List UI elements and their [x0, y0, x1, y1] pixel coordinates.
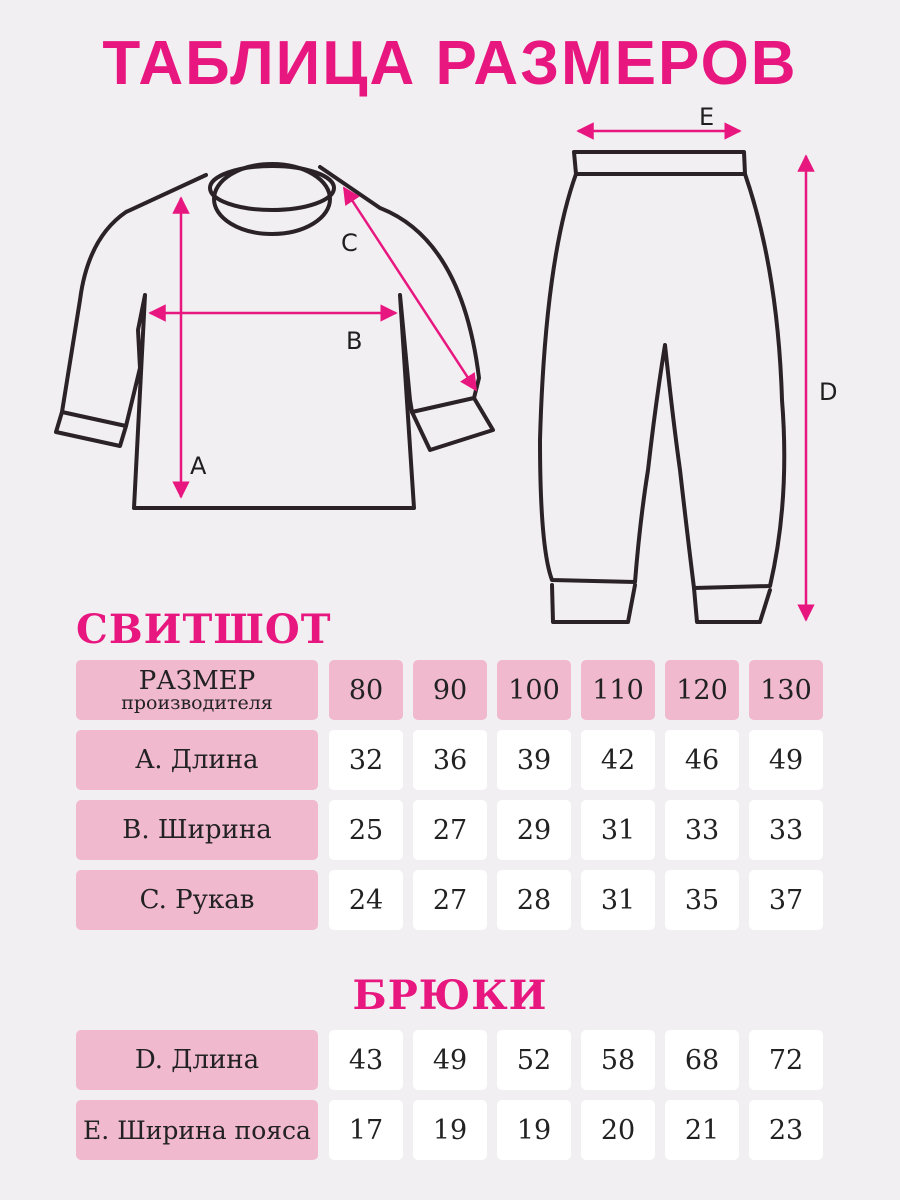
table-cell: 68 — [665, 1030, 739, 1090]
table-cell: 19 — [497, 1100, 571, 1160]
row-label-pants-length: D. Длина — [76, 1030, 318, 1090]
table-cell: 37 — [749, 870, 823, 930]
row-label-width: B. Ширина — [76, 800, 318, 860]
table-cell: 20 — [581, 1100, 655, 1160]
table-cell: 43 — [329, 1030, 403, 1090]
row-label-sleeve: C. Рукав — [76, 870, 318, 930]
table-cell: 27 — [413, 800, 487, 860]
table-cell: 49 — [749, 730, 823, 790]
table-cell: 32 — [329, 730, 403, 790]
sweatshirt-heading: СВИТШОТ — [76, 606, 332, 653]
size-header-cell — [76, 660, 318, 720]
label-e: E — [699, 103, 715, 131]
table-cell: 24 — [329, 870, 403, 930]
label-c: C — [341, 229, 358, 257]
table-cell: 42 — [581, 730, 655, 790]
table-cell: 27 — [413, 870, 487, 930]
size-header-line2: производителя — [121, 691, 273, 714]
table-cell: 33 — [749, 800, 823, 860]
size-100: 100 — [497, 660, 571, 720]
table-cell: 49 — [413, 1030, 487, 1090]
row-label-waist-width: E. Ширина пояса — [76, 1100, 318, 1160]
pants-heading: БРЮКИ — [352, 972, 548, 1019]
table-cell: 28 — [497, 870, 571, 930]
table-cell: 46 — [665, 730, 739, 790]
size-90: 90 — [413, 660, 487, 720]
table-cell: 17 — [329, 1100, 403, 1160]
table-cell: 25 — [329, 800, 403, 860]
table-cell: 31 — [581, 870, 655, 930]
pants-drawing — [540, 152, 784, 622]
label-a: A — [190, 452, 207, 480]
sweatshirt-drawing — [56, 164, 493, 508]
size-120: 120 — [665, 660, 739, 720]
table-cell: 21 — [665, 1100, 739, 1160]
size-110: 110 — [581, 660, 655, 720]
table-cell: 39 — [497, 730, 571, 790]
size-header-line1: РАЗМЕР — [138, 665, 256, 696]
label-d: D — [819, 378, 838, 406]
table-cell: 52 — [497, 1030, 571, 1090]
label-b: B — [346, 327, 363, 355]
table-cell: 23 — [749, 1100, 823, 1160]
size-80: 80 — [329, 660, 403, 720]
row-label-length: A. Длина — [76, 730, 318, 790]
table-cell: 29 — [497, 800, 571, 860]
table-cell: 58 — [581, 1030, 655, 1090]
table-cell: 36 — [413, 730, 487, 790]
page-title: ТАБЛИЦА РАЗМЕРОВ — [102, 29, 798, 98]
table-cell: 35 — [665, 870, 739, 930]
table-cell: 19 — [413, 1100, 487, 1160]
table-cell: 72 — [749, 1030, 823, 1090]
table-cell: 33 — [665, 800, 739, 860]
table-cell: 31 — [581, 800, 655, 860]
size-130: 130 — [749, 660, 823, 720]
